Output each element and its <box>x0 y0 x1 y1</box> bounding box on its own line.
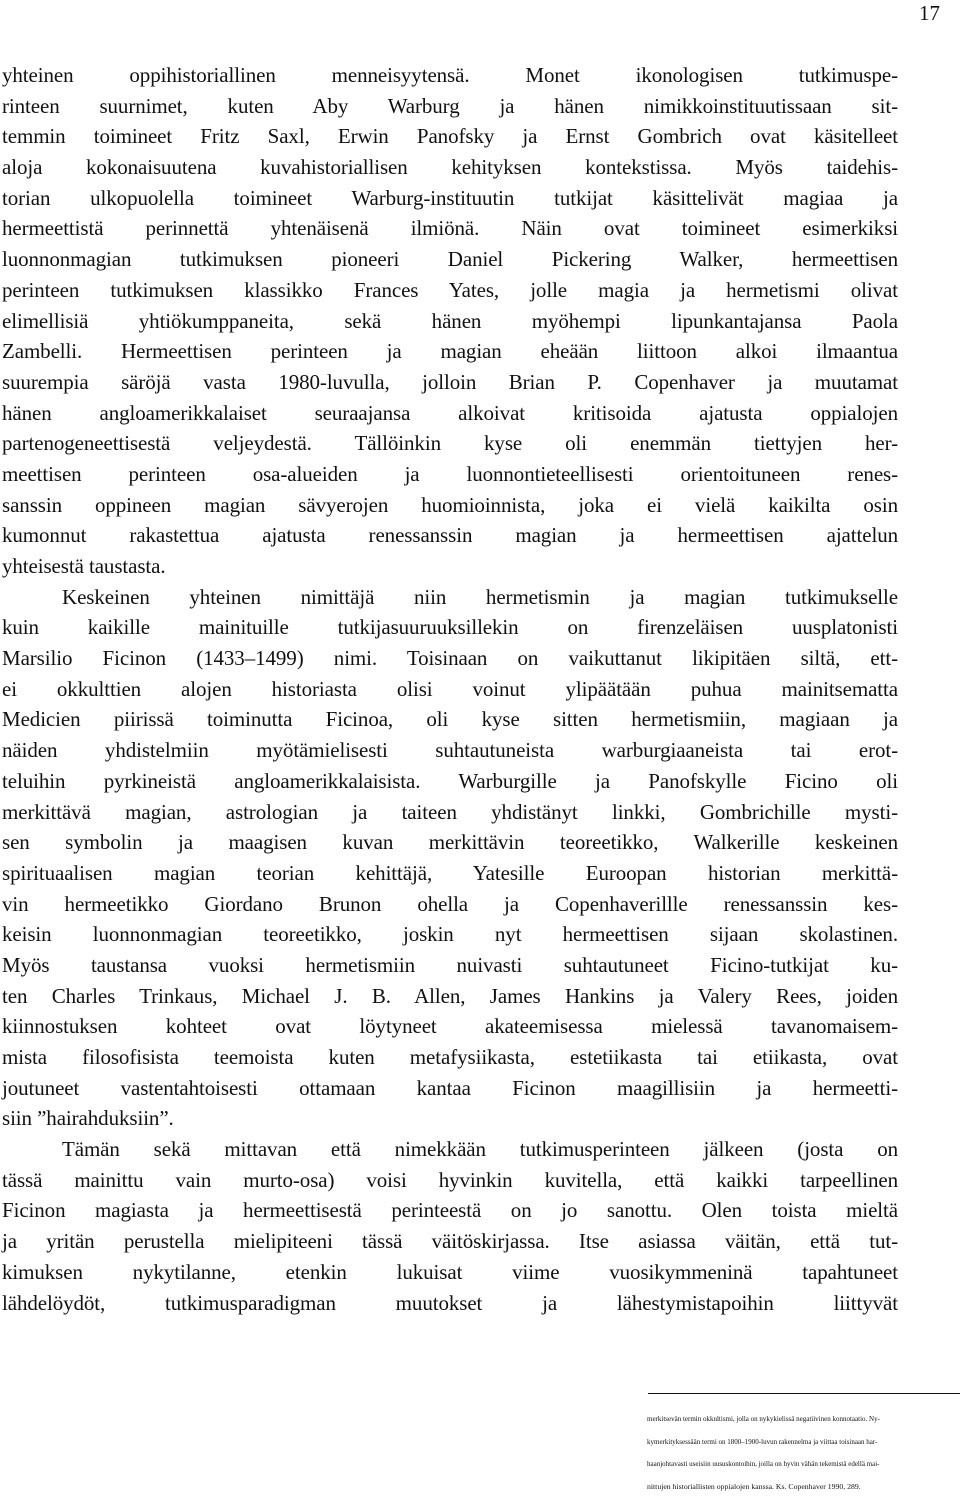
body-text-line: luonnonmagian tutkimuksen pioneeri Daniel Pickering Walker, hermeettisen <box>2 247 898 272</box>
body-text-line: yhteinen oppihistoriallinen menneisyytensä. Monet ikonologisen tutkimuspe- <box>2 63 898 87</box>
footnote-divider <box>648 1393 960 1394</box>
footnote-line: kymerkityksessään termi on 1800–1900-luvun rakennelma ja viittaa toisinaan har- <box>647 1437 878 1446</box>
body-text-line: torian ulkopuolella toimineet Warburg-instituutin tutkijat käsittelivät magiaa ja <box>2 185 898 210</box>
body-text-line: rinteen suurnimet, kuten Aby Warburg ja hänen nimikkoinstituutissaan sit- <box>2 93 898 118</box>
body-text-line: yhteisestä taustasta. <box>2 554 166 578</box>
body-text-line: sen symbolin ja maagisen kuvan merkittävin teoreetikko, Walkerille keskeinen <box>2 830 898 855</box>
body-text-line: joutuneet vastentahtoisesti ottamaan kantaa Ficinon maagillisiin ja hermeetti- <box>2 1075 898 1100</box>
body-text-line: keisin luonnonmagian teoreetikko, joskin nyt hermeettisen sijaan skolastinen. <box>2 922 898 947</box>
body-text-line: aloja kokonaisuutena kuvahistoriallisen kehityksen kontekstissa. Myös taidehis- <box>2 155 898 180</box>
body-text-line: perinteen tutkimuksen klassikko Frances Yates, jolle magia ja hermetismi olivat <box>2 277 898 302</box>
body-text-line: kuin kaikille mainituille tutkijasuuruuksillekin on firenzeläisen uusplatonisti <box>2 615 898 640</box>
body-text-line: Zambelli. Hermeettisen perinteen ja magian eheään liittoon alkoi ilmaantua <box>2 339 898 364</box>
body-text-line: näiden yhdistelmiin myötämielisesti suhtautuneista warburgiaaneista tai erot- <box>2 738 898 763</box>
body-text-line: Medicien piirissä toiminutta Ficinoa, oli kyse sitten hermetismiin, magiaan ja <box>2 707 898 732</box>
body-text-line: spirituaalisen magian teorian kehittäjä, Yatesille Euroopan historian merkittä- <box>2 860 898 885</box>
body-text-line: mista filosofisista teemoista kuten metafysiikasta, estetiikasta tai etiikasta, ovat <box>2 1045 898 1069</box>
body-text-line: lähdelöydöt, tutkimusparadigman muutokset ja lähestymistapoihin liittyvät <box>2 1290 898 1315</box>
body-text-line: kimuksen nykytilanne, etenkin lukuisat viime vuosikymmeninä tapahtuneet <box>2 1259 898 1284</box>
body-text-line: suurempia säröjä vasta 1980-luvulla, jolloin Brian P. Copenhaver ja muutamat <box>2 369 898 394</box>
body-text-line: Keskeinen yhteinen nimittäjä niin hermetismin ja magian tutkimukselle <box>62 584 898 609</box>
body-text-line: Marsilio Ficinon (1433–1499) nimi. Toisinaan on vaikuttanut likipitäen siltä, ett- <box>2 646 898 671</box>
body-text-line: meettisen perinteen osa-alueiden ja luonnontieteellisesti orientoituneen renes- <box>2 461 898 486</box>
body-text-line: Myös taustansa vuoksi hermetismiin nuivasti suhtautuneet Ficino-tutkijat ku- <box>2 952 898 977</box>
body-text-line: vin hermeetikko Giordano Brunon ohella ja Copenhaverillle renessanssin kes- <box>2 891 898 916</box>
body-text-line: ja yritän perustella mielipiteeni tässä väitöskirjassa. Itse asiassa väitän, että tut- <box>2 1229 898 1254</box>
body-text-line: ten Charles Trinkaus, Michael J. B. Allen, James Hankins ja Valery Rees, joiden <box>2 983 898 1008</box>
body-text-line: tässä mainittu vain murto-osa) voisi hyvinkin kuvitella, että kaikki tarpeellinen <box>2 1167 898 1192</box>
body-text-line: merkittävä magian, astrologian ja taiteen yhdistänyt linkki, Gombrichille mysti- <box>2 799 898 824</box>
body-text <box>2 60 898 1318</box>
body-text-line: temmin toimineet Fritz Saxl, Erwin Panofsky ja Ernst Gombrich ovat käsitelleet <box>2 124 898 149</box>
body-text-line: sanssin oppineen magian sävyerojen huomioinnista, joka ei vielä kaikilta osin <box>2 492 898 517</box>
body-text-line: Tämän sekä mittavan että nimekkään tutkimusperinteen jälkeen (josta on <box>62 1137 898 1162</box>
body-text-line: hänen angloamerikkalaiset seuraajansa alkoivat kritisoida ajatusta oppialojen <box>2 400 898 425</box>
body-text-line: elimellisiä yhtiökumppaneita, sekä hänen myöhempi lipunkantajansa Paola <box>2 308 898 333</box>
footnote-line: merkitsevän termin okkultismi, jolla on nykykielissä negatiivinen konnotaatio. Ny- <box>647 1415 880 1423</box>
body-text-line: kumonnut rakastettua ajatusta renessanssin magian ja hermeettisen ajattelun <box>2 523 898 548</box>
body-text-line: partenogeneettisestä veljeydestä. Tällöinkin kyse oli enemmän tiettyjen her- <box>2 431 898 456</box>
footnote-line: nittujen historiallisten oppialojen kanssa. Ks. Copenhaver 1990, 289. <box>647 1481 861 1491</box>
body-text-line: teluihin pyrkineistä angloamerikkalaisista. Warburgille ja Panofskylle Ficino oli <box>2 768 898 793</box>
footnote <box>647 1408 880 1498</box>
body-text-line: hermeettistä perinnettä yhtenäisenä ilmiönä. Näin ovat toimineet esimerkiksi <box>2 216 898 241</box>
body-text-line: ei okkulttien alojen historiasta olisi voinut ylipäätään puhua mainitsematta <box>2 676 898 701</box>
body-text-line: siin ”hairahduksiin”. <box>2 1106 174 1131</box>
body-text-line: Ficinon magiasta ja hermeettisestä perinteestä on jo sanottu. Olen toista mieltä <box>2 1198 898 1223</box>
page-number: 17 <box>919 1 940 25</box>
body-text-line: kiinnostuksen kohteet ovat löytyneet akateemisessa mielessä tavanomaisem- <box>2 1014 898 1039</box>
footnote-line: haanjohtavasti useisiin uususkontoihin, joilla on hyvin vähän tekemistä edellä mai- <box>647 1460 880 1468</box>
